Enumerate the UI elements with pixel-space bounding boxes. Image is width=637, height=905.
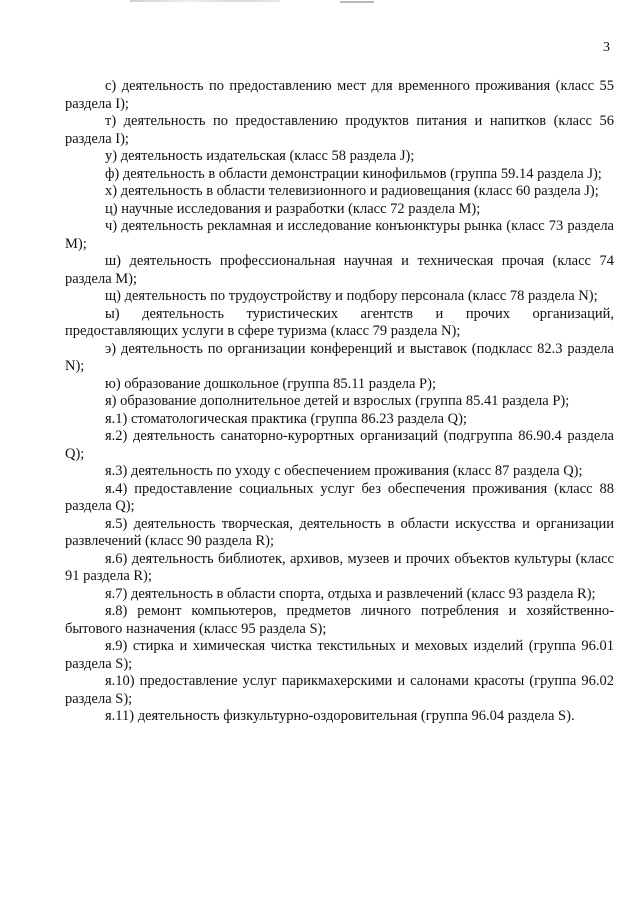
list-item: я.4) предоставление социальных услуг без обеспечения проживания (класс 88 раздела Q); <box>65 480 614 514</box>
scan-artifact-top <box>130 0 390 6</box>
list-item: х) деятельность в области телевизионного и радиовещания (класс 60 раздела J); <box>105 183 599 199</box>
list-item: ш) деятельность профессиональная научная и техническая прочая (класс 74 раздела M); <box>65 253 614 287</box>
list-item: я.2) деятельность санаторно-курортных организаций (подгруппа 86.90.4 раздела Q); <box>65 428 614 462</box>
list-item: щ) деятельность по трудоустройству и подбору персонала (класс 78 раздела N); <box>105 288 598 304</box>
list-item: я.3) деятельность по уходу с обеспечением проживания (класс 87 раздела Q); <box>105 463 583 479</box>
list-item: я.10) предоставление услуг парикмахерскими и салонами красоты (группа 96.02 раздела S); <box>65 673 614 707</box>
list-item: ц) научные исследования и разработки (класс 72 раздела M); <box>105 200 481 217</box>
list-item: ф) деятельность в области демонстрации кинофильмов (группа 59.14 раздела J); <box>105 165 602 182</box>
list-item: я.7) деятельность в области спорта, отдыха и развлечений (класс 93 раздела R); <box>105 585 596 602</box>
list-item: с) деятельность по предоставлению мест для временного проживания (класс 55 раздела I); <box>65 78 614 112</box>
list-item: т) деятельность по предоставлению продуктов питания и напитков (класс 56 раздела I); <box>65 113 614 147</box>
scan-line <box>130 0 280 2</box>
list-item: я.1) стоматологическая практика (группа 86.23 раздела Q); <box>105 410 467 427</box>
list-item: я) образование дополнительное детей и взрослых (группа 85.41 раздела P); <box>105 393 570 409</box>
activity-list <box>65 78 614 726</box>
list-item: я.5) деятельность творческая, деятельность в области искусства и организации развлечений (класс 90 раздела R); <box>65 515 614 549</box>
list-item: ы) деятельность туристических агентств и прочих организаций, предоставляющих услуги в сфере туризма (класс 79 раздела N); <box>65 305 614 339</box>
list-item: я.8) ремонт компьютеров, предметов личного потребления и хозяйственно-бытового назначения (класс 95 раздела S); <box>65 603 614 637</box>
scan-line-underscore <box>340 1 374 3</box>
list-item: я.9) стирка и химическая чистка текстильных и меховых изделий (группа 96.01 раздела S); <box>65 638 614 672</box>
list-item: я.6) деятельность библиотек, архивов, музеев и прочих объектов культуры (класс 91 раздела R); <box>65 550 614 584</box>
list-item: ю) образование дошкольное (группа 85.11 раздела P); <box>105 375 436 392</box>
list-item: э) деятельность по организации конференций и выставок (подкласс 82.3 раздела N); <box>65 340 614 374</box>
list-item: я.11) деятельность физкультурно-оздоровительная (группа 96.04 раздела S). <box>105 708 575 724</box>
list-item: ч) деятельность рекламная и исследование конъюнктуры рынка (класс 73 раздела M); <box>65 218 614 252</box>
list-item: у) деятельность издательская (класс 58 раздела J); <box>105 148 415 164</box>
page-number: 3 <box>603 40 610 55</box>
